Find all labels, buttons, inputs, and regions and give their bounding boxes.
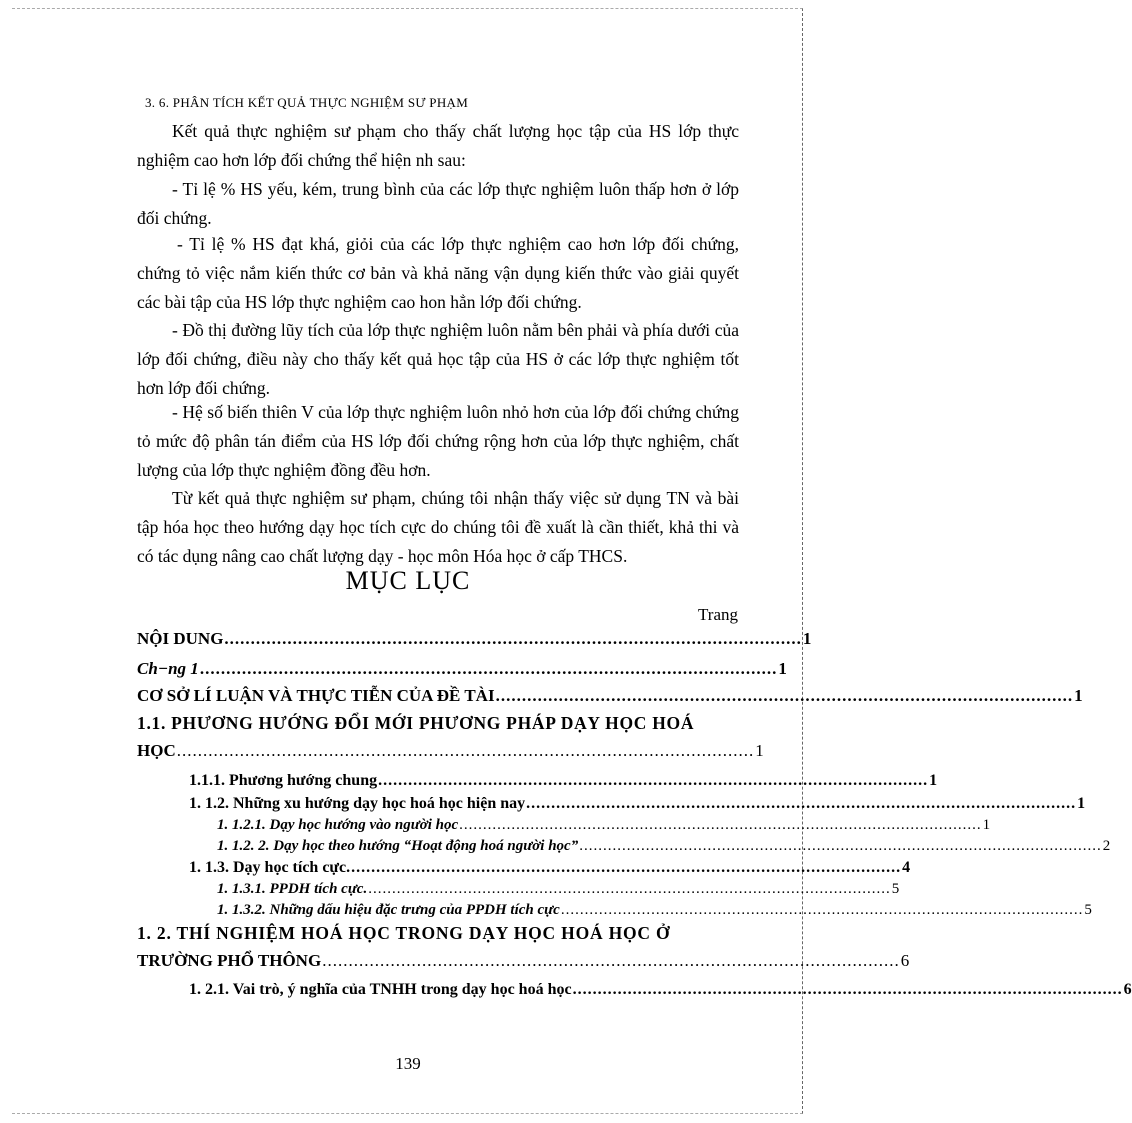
toc-entry[interactable]: 1. 1.3.1. PPDH tích cực. .............................................................................................................. 5 xyxy=(217,881,900,897)
toc-entry[interactable]: 1. 2. THÍ NGHIỆM HOÁ HỌC TRONG DẠY HỌC HOÁ HỌC Ở xyxy=(137,923,671,943)
toc-entry[interactable]: 1. 2.1. Vai trò, ý nghĩa của TNHH trong dạy học hoá học .............................................................................................................. 6 xyxy=(189,981,1132,998)
toc-entry[interactable]: HỌC .............................................................................................................. 1 xyxy=(137,741,764,760)
toc-entry[interactable]: 1. 1.3. Dạy học tích cực. .............................................................................................................. 4 xyxy=(189,859,911,876)
paragraph-bullet-2: - Tỉ lệ % HS đạt khá, giỏi của các lớp thực nghiệm cao hơn lớp đối chứng, chứng tỏ việc nắm kiến thức cơ bản và khả năng vận dụng kiến thức vào giải quyết các bài tập của HS lớp thực nghiệm cao hon hẳn lớp đối chứng. xyxy=(137,234,739,312)
paragraph-conclusion: Từ kết quả thực nghiệm sư phạm, chúng tôi nhận thấy việc sử dụng TN và bài tập hóa học theo hướng dạy học tích cực do chúng tôi đề xuất là cần thiết, khả thi và có tác dụng nâng cao chất lượng dạy - học môn Hóa học ở cấp THCS. xyxy=(137,488,739,566)
toc-entry[interactable]: Ch−ng 1 .............................................................................................................. 1 xyxy=(137,659,787,678)
section-heading: 3. 6. PHÂN TÍCH KẾT QUẢ THỰC NGHIỆM SƯ PHẠM xyxy=(145,95,469,110)
paragraph-bullet-4: - Hệ số biến thiên V của lớp thực nghiệm luôn nhỏ hơn của lớp đối chứng chứng tỏ mức độ phân tán điểm của HS lớp đối chứng rộng hơn của lớp thực nghiệm, chất lượng của lớp thực nghiệm đồng đều hơn. xyxy=(137,402,739,480)
toc-entry[interactable]: 1.1. PHƯƠNG HƯỚNG ĐỔI MỚI PHƯƠNG PHÁP DẠY HỌC HOÁ xyxy=(137,713,695,733)
toc-entry[interactable]: 1. 1.2. Những xu hướng dạy học hoá học hiện nay .............................................................................................................. 1 xyxy=(189,795,1086,812)
toc-entry[interactable]: CƠ SỞ LÍ LUẬN VÀ THỰC TIỄN CỦA ĐỀ TÀI .............................................................................................................. 1 xyxy=(137,686,1083,705)
toc-entry[interactable]: 1. 1.2. 2. Dạy học theo hướng “Hoạt động hoá người học” .............................................................................................................. 2 xyxy=(217,838,1111,854)
page-number: 139 xyxy=(395,1054,421,1073)
toc-entry[interactable]: 1.1.1. Phương hướng chung .............................................................................................................. 1 xyxy=(189,772,938,789)
paragraph-intro: Kết quả thực nghiệm sư phạm cho thấy chất lượng học tập của HS lớp thực nghiệm cao hơn lớp đối chứng thể hiện nh sau: xyxy=(137,121,739,170)
paragraph-bullet-3: - Đồ thị đường lũy tích của lớp thực nghiệm luôn nằm bên phải và phía dưới của lớp đối chứng, điều này cho thấy kết quả học tập của HS ở các lớp thực nghiệm tốt hơn lớp đối chứng. xyxy=(137,320,739,398)
toc-page-header: Trang xyxy=(698,605,738,624)
toc-title: MỤC LỤC xyxy=(345,566,471,595)
toc-entry[interactable]: 1. 1.2.1. Dạy học hướng vào người học .............................................................................................................. 1 xyxy=(217,817,991,833)
paragraph-bullet-1: - Tỉ lệ % HS yếu, kém, trung bình của các lớp thực nghiệm luôn thấp hơn ở lớp đối chứng. xyxy=(137,179,739,228)
toc-entry[interactable]: NỘI DUNG .............................................................................................................. 1 xyxy=(137,629,812,648)
toc-entry[interactable]: TRƯỜNG PHỔ THÔNG .............................................................................................................. 6 xyxy=(137,951,910,970)
toc-entry[interactable]: 1. 1.3.2. Những dấu hiệu đặc trưng của PPDH tích cực .............................................................................................................. 5 xyxy=(217,902,1092,918)
